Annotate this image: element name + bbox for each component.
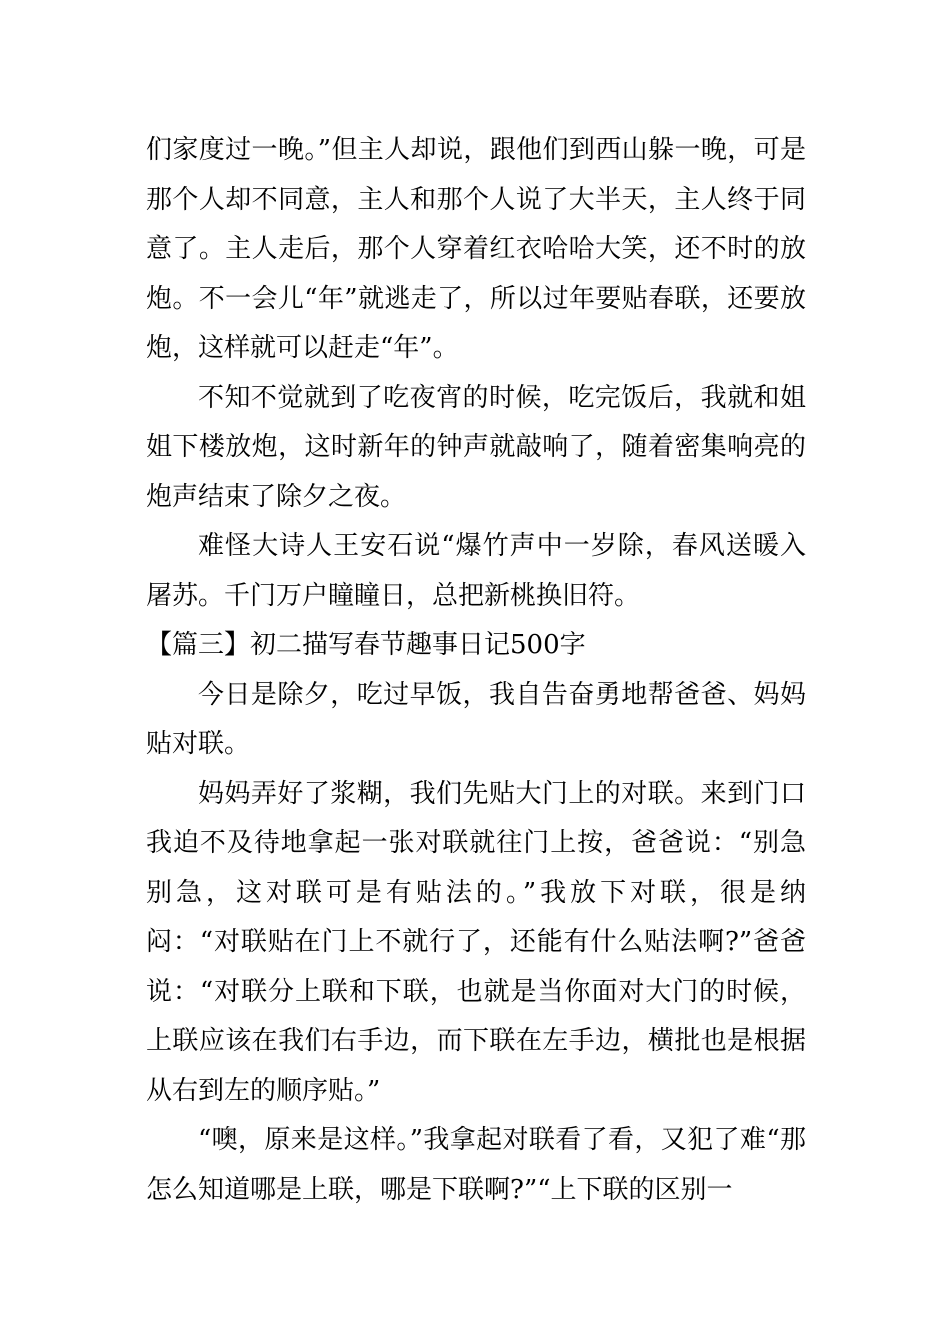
paragraph-couplet-rules: 妈妈弄好了浆糊，我们先贴大门上的对联。来到门口我迫不及待地拿起一张对联就往门上按，爸爸说：“别急别急，这对联可是有贴法的。”我放下对联，很是纳闷：“对联贴在门上不就行了，还能有什么贴法啊?”爸爸说：“对联分上联和下联，也就是当你面对大门的时候，上联应该在我们右手边，而下联在左手边，横批也是根据从右到左的顺序贴。” — [146, 778, 806, 1106]
paragraph-new-year-eve-couplets: 今日是除夕，吃过早饭，我自告奋勇地帮爸爸、妈妈贴对联。 — [146, 679, 806, 759]
paragraph-legend-of-nian-ending: 们家度过一晚。”但主人却说，跟他们到西山躲一晚，可是那个人却不同意，主人和那个人说了大半天，主人终于同意了。主人走后，那个人穿着红衣哈哈大笑，还不时的放炮。不一会儿“年”就逃走了，所以过年要贴春联，还要放炮，这样就可以赶走“年”。 — [146, 135, 806, 363]
paragraph-couplet-question: “噢，原来是这样。”我拿起对联看了看，又犯了难“那怎么知道哪是上联，哪是下联啊?”“上下联的区别一 — [146, 1125, 806, 1205]
document-body — [146, 126, 806, 1215]
paragraph-wang-anshi-poem: 难怪大诗人王安石说“爆竹声中一岁除，春风送暖入屠苏。千门万户瞳瞳日，总把新桃换旧符。 — [146, 531, 806, 611]
section-heading-part-three: 【篇三】初二描写春节趣事日记500字 — [146, 630, 586, 660]
paragraph-new-year-eve-firecrackers: 不知不觉就到了吃夜宵的时候，吃完饭后，我就和姐姐下楼放炮，这时新年的钟声就敲响了，随着密集响亮的炮声结束了除夕之夜。 — [146, 382, 806, 512]
